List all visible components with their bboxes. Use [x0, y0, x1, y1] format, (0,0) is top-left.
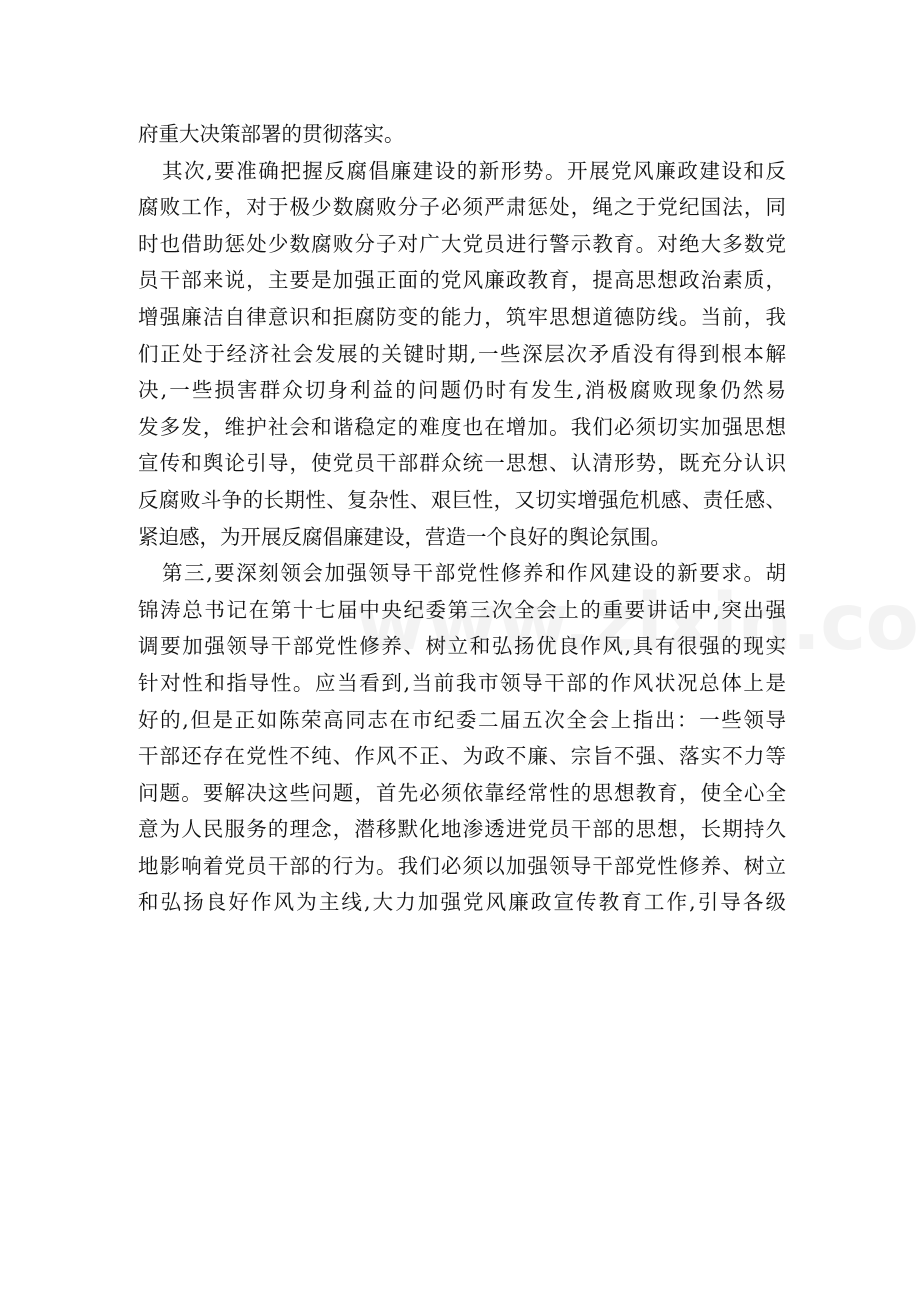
text-line: 决,一些损害群众切身利益的问题仍时有发生,消极腐败现象仍然易	[138, 378, 786, 403]
text-line: 宣传和舆论引导，使党员干部群众统一思想、认清形势，既充分认识	[138, 451, 786, 476]
text-line: 好的,但是正如陈荣高同志在市纪委二届五次全会上指出：一些领导	[138, 707, 786, 732]
text-line: 问题。要解决这些问题，首先必须依靠经常性的思想教育，使全心全	[138, 780, 786, 805]
body-text	[138, 116, 786, 921]
text-line: 针对性和指导性。应当看到,当前我市领导干部的作风状况总体上是	[138, 670, 786, 695]
text-line: 第三,要深刻领会加强领导干部党性修养和作风建设的新要求。胡	[162, 561, 786, 586]
text-line: 府重大决策部署的贯彻落实。	[138, 122, 405, 146]
text-line: 腐败工作，对于极少数腐败分子必须严肃惩处，绳之于党纪国法，同	[138, 195, 786, 220]
text-line: 员干部来说，主要是加强正面的党风廉政教育，提高思想政治素质，	[138, 268, 786, 293]
text-line: 地影响着党员干部的行为。我们必须以加强领导干部党性修养、树立	[138, 853, 786, 878]
text-line: 紧迫感，为开展反腐倡廉建设，营造一个良好的舆论氛围。	[138, 524, 671, 549]
text-line: 其次,要准确把握反腐倡廉建设的新形势。开展党风廉政建设和反	[162, 158, 786, 183]
text-line: 反腐败斗争的长期性、复杂性、艰巨性，又切实增强危机感、责任感、	[138, 487, 786, 512]
text-line: 时也借助惩处少数腐败分子对广大党员进行警示教育。对绝大多数党	[138, 231, 786, 256]
text-line: 们正处于经济社会发展的关键时期,一些深层次矛盾没有得到根本解	[138, 341, 786, 366]
text-line: 干部还存在党性不纯、作风不正、为政不廉、宗旨不强、落实不力等	[138, 744, 786, 769]
text-line: 发多发，维护社会和谐稳定的难度也在增加。我们必须切实加强思想	[138, 414, 786, 439]
text-line: 锦涛总书记在第十七届中央纪委第三次全会上的重要讲话中,突出强	[138, 597, 786, 622]
text-line: 调要加强领导干部党性修养、树立和弘扬优良作风,具有很强的现实	[138, 634, 786, 659]
text-line: 增强廉洁自律意识和拒腐防变的能力，筑牢思想道德防线。当前，我	[138, 304, 786, 329]
text-line: 和弘扬良好作风为主线,大力加强党风廉政宣传教育工作,引导各级	[138, 890, 786, 915]
text-line: 意为人民服务的理念，潜移默化地渗透进党员干部的思想，长期持久	[138, 817, 786, 842]
